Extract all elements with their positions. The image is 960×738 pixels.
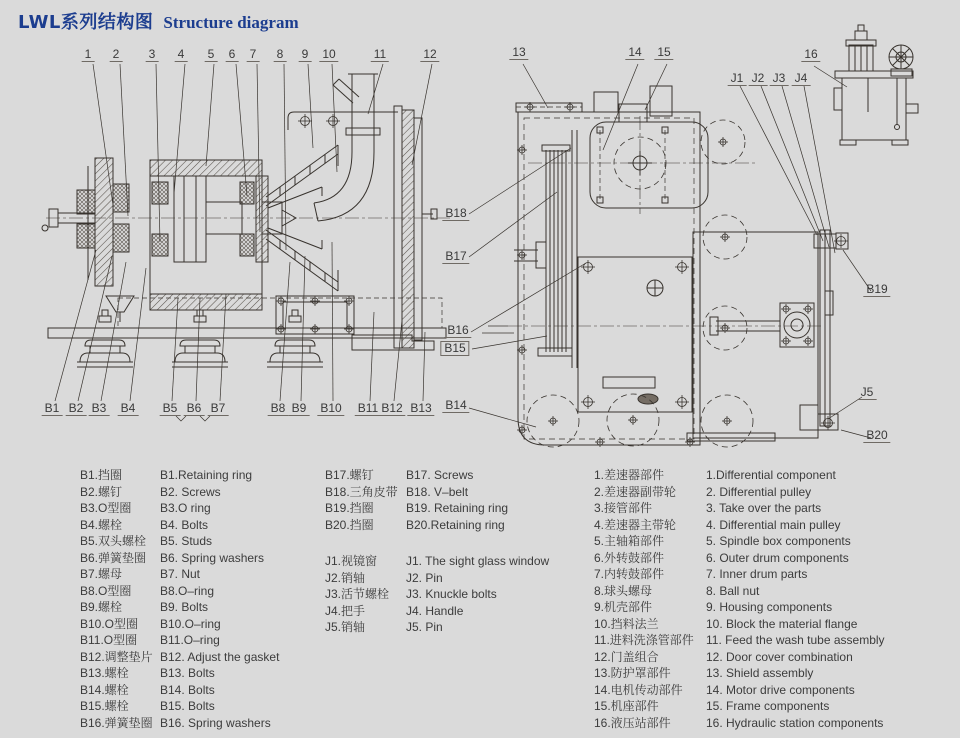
- legend-item: J2. Pin: [406, 570, 443, 585]
- legend-item: B5. Studs: [160, 534, 213, 548]
- legend-item: B19. Retaining ring: [406, 501, 509, 515]
- callout-B7: B7: [208, 402, 229, 416]
- callout-B5: B5: [160, 402, 181, 416]
- callout-11: 11: [371, 48, 389, 62]
- callout-B9: B9: [289, 402, 310, 416]
- legend-item: B20.挡圈: [325, 517, 374, 532]
- legend-item: B2.螺钉: [80, 484, 123, 499]
- legend-item: 1.Differential component: [706, 468, 836, 482]
- legend-item: 7. Inner drum parts: [706, 567, 808, 581]
- legend-item: B4.螺栓: [80, 517, 123, 532]
- legend-item: 12. Door cover combination: [706, 649, 853, 664]
- legend-b-chinese: [80, 467, 153, 731]
- legend-item: B15.螺栓: [80, 699, 129, 713]
- legend-num-chinese: [594, 467, 694, 731]
- belt-pulley-stack: [514, 130, 577, 368]
- legend-item: 2. Differential pulley: [706, 484, 812, 499]
- legend-item: B9.螺栓: [80, 600, 123, 614]
- legend-num-english: [706, 467, 885, 731]
- feed-wash-pipe: [314, 74, 380, 221]
- legend-item: 4. Differential main pulley: [706, 517, 841, 532]
- legend-item: B18.三角皮带: [325, 484, 398, 499]
- legend-j-english: [406, 553, 549, 636]
- differential-assembly: [42, 158, 129, 286]
- legend-item: 6. Outer drum components: [706, 550, 849, 565]
- callout-J1: J1: [728, 72, 747, 86]
- legend-item: 16.液压站部件: [594, 715, 671, 730]
- legend-item: 15.机座部件: [594, 699, 659, 713]
- legend-item: B6. Spring washers: [160, 550, 265, 565]
- legend-item: J5. Pin: [406, 620, 443, 634]
- callout-8: 8: [274, 48, 287, 62]
- legend-item: B3.O型圈: [80, 501, 132, 515]
- legend-item: B6.弹簧垫圈: [80, 550, 147, 565]
- legend-item: B12.调整垫片: [80, 649, 153, 664]
- legend-item: J3. Knuckle bolts: [406, 587, 497, 601]
- legend-item: B10.O–ring: [160, 616, 221, 631]
- callout-J2: J2: [749, 72, 768, 86]
- legend-item: B8.O–ring: [160, 583, 215, 598]
- legend-item: B17. Screws: [406, 468, 474, 482]
- legend-item: B9. Bolts: [160, 600, 209, 614]
- callout-2: 2: [110, 48, 123, 62]
- callout-J5: J5: [858, 386, 877, 400]
- legend-item: 5. Spindle box components: [706, 534, 851, 548]
- legend-item: J5.销轴: [325, 620, 366, 634]
- callout-B4: B4: [118, 402, 139, 416]
- hydraulic-station-drawing: [834, 25, 918, 145]
- right-frame-drawing: [469, 64, 871, 447]
- legend-item: 9. Housing components: [706, 600, 833, 614]
- spindle-box: [150, 160, 268, 310]
- legend-item: B11.O–ring: [160, 633, 220, 647]
- legend-b2-english: [406, 467, 508, 533]
- legend-item: 2.差速器副带轮: [594, 484, 677, 499]
- legend-item: 13. Shield assembly: [706, 666, 814, 680]
- legend-item: 3. Take over the parts: [706, 501, 822, 515]
- legend-item: B7. Nut: [160, 567, 201, 581]
- callout-6: 6: [226, 48, 239, 62]
- callout-B1: B1: [42, 402, 63, 416]
- callout-B8: B8: [268, 402, 289, 416]
- legend-item: 8.球头螺母: [594, 583, 653, 598]
- legend-item: 10.挡料法兰: [594, 616, 659, 631]
- legend-item: J1.视镜窗: [325, 554, 378, 568]
- callout-16: 16: [801, 48, 820, 62]
- callout-5: 5: [205, 48, 218, 62]
- callout-J3: J3: [770, 72, 789, 86]
- legend-item: B18. V–belt: [406, 484, 469, 499]
- legend-item: J4. Handle: [406, 603, 464, 618]
- motor-assembly: [590, 86, 708, 208]
- callout-B17: B17: [442, 250, 469, 264]
- callout-B16: B16: [444, 324, 471, 338]
- legend-item: J1. The sight glass window: [406, 554, 550, 568]
- callout-B20: B20: [863, 429, 890, 443]
- callout-B11: B11: [355, 402, 381, 416]
- legend-item: B2. Screws: [160, 484, 221, 499]
- callout-B14: B14: [442, 399, 469, 413]
- callout-1: 1: [82, 48, 95, 62]
- callout-3: 3: [146, 48, 159, 62]
- legend-item: B20.Retaining ring: [406, 517, 505, 532]
- legend-item: B13. Bolts: [160, 666, 215, 680]
- callout-13: 13: [509, 46, 528, 60]
- callout-B18: B18: [442, 207, 469, 221]
- legend-item: J2.销轴: [325, 570, 366, 585]
- callout-7: 7: [247, 48, 260, 62]
- callout-B2: B2: [66, 402, 87, 416]
- legend-item: 3.接管部件: [594, 501, 653, 515]
- legend-item: J4.把手: [325, 603, 366, 618]
- legend-item: B3.O ring: [160, 501, 211, 515]
- legend-item: 11.进料洗涤管部件: [594, 633, 694, 647]
- callout-B6: B6: [184, 402, 205, 416]
- callout-B12: B12: [378, 402, 405, 416]
- legend-item: 7.内转鼓部件: [594, 567, 665, 581]
- legend-item: 15. Frame components: [706, 699, 830, 713]
- legend-item: B5.双头螺栓: [80, 534, 147, 548]
- callout-15: 15: [654, 46, 673, 60]
- legend-item: 14.电机传动部件: [594, 682, 683, 697]
- legend-item: 12.门盖组合: [594, 649, 659, 664]
- callout-B3: B3: [89, 402, 110, 416]
- legend-item: B19.挡圈: [325, 501, 374, 515]
- legend-item: 13.防护罩部件: [594, 666, 671, 680]
- callout-B13: B13: [407, 402, 434, 416]
- legend-item: 6.外转鼓部件: [594, 550, 665, 565]
- callout-12: 12: [420, 48, 439, 62]
- legend-b-english: [160, 467, 279, 731]
- legend-item: 10. Block the material flange: [706, 616, 858, 631]
- legend-item: B14.螺栓: [80, 682, 129, 697]
- legend-item: J3.活节螺栓: [325, 587, 390, 601]
- legend-item: B13.螺栓: [80, 666, 129, 680]
- housing-and-door: [276, 106, 437, 350]
- callout-14: 14: [625, 46, 644, 60]
- legend-item: B1.挡圈: [80, 468, 123, 482]
- callout-B19: B19: [863, 283, 890, 297]
- callout-10: 10: [319, 48, 338, 62]
- callout-4: 4: [175, 48, 188, 62]
- legend-item: B12. Adjust the gasket: [160, 649, 280, 664]
- title-english: Structure diagram: [163, 13, 299, 32]
- legend-item: B16. Spring washers: [160, 715, 271, 730]
- legend-item: B1.Retaining ring: [160, 468, 253, 482]
- left-sectional-drawing: [42, 64, 450, 421]
- legend-item: 5.主轴箱部件: [594, 534, 665, 548]
- legend-item: B11.O型圈: [80, 633, 138, 647]
- legend-item: 14. Motor drive components: [706, 682, 855, 697]
- legend-j-chinese: [325, 553, 389, 636]
- legend-item: 9.机壳部件: [594, 600, 653, 614]
- title-chinese: LWL系列结构图: [18, 12, 154, 33]
- callout-B10: B10: [317, 402, 344, 416]
- legend-item: 1.差速器部件: [594, 468, 665, 482]
- legend-item: B7.螺母: [80, 567, 123, 581]
- legend-item: B15. Bolts: [160, 699, 215, 713]
- legend-item: B4. Bolts: [160, 517, 209, 532]
- callout-9: 9: [299, 48, 312, 62]
- legend-item: B17.螺钉: [325, 468, 374, 482]
- legend-item: B10.O型圈: [80, 616, 139, 631]
- right-leader-lines: [469, 64, 871, 438]
- legend-item: B8.O型圈: [80, 583, 132, 598]
- legend-b2-chinese: [325, 467, 398, 533]
- legend-item: 8. Ball nut: [706, 583, 760, 598]
- centre-housing: [578, 257, 692, 412]
- legend-item: B16.弹簧垫圈: [80, 715, 153, 730]
- legend-item: 4.差速器主带轮: [594, 517, 677, 532]
- legend-item: B14. Bolts: [160, 682, 215, 697]
- legend-item: 16. Hydraulic station components: [706, 715, 884, 730]
- callout-B15: B15: [440, 341, 469, 356]
- callout-J4: J4: [792, 72, 811, 86]
- legend-item: 11. Feed the wash tube assembly: [706, 633, 885, 647]
